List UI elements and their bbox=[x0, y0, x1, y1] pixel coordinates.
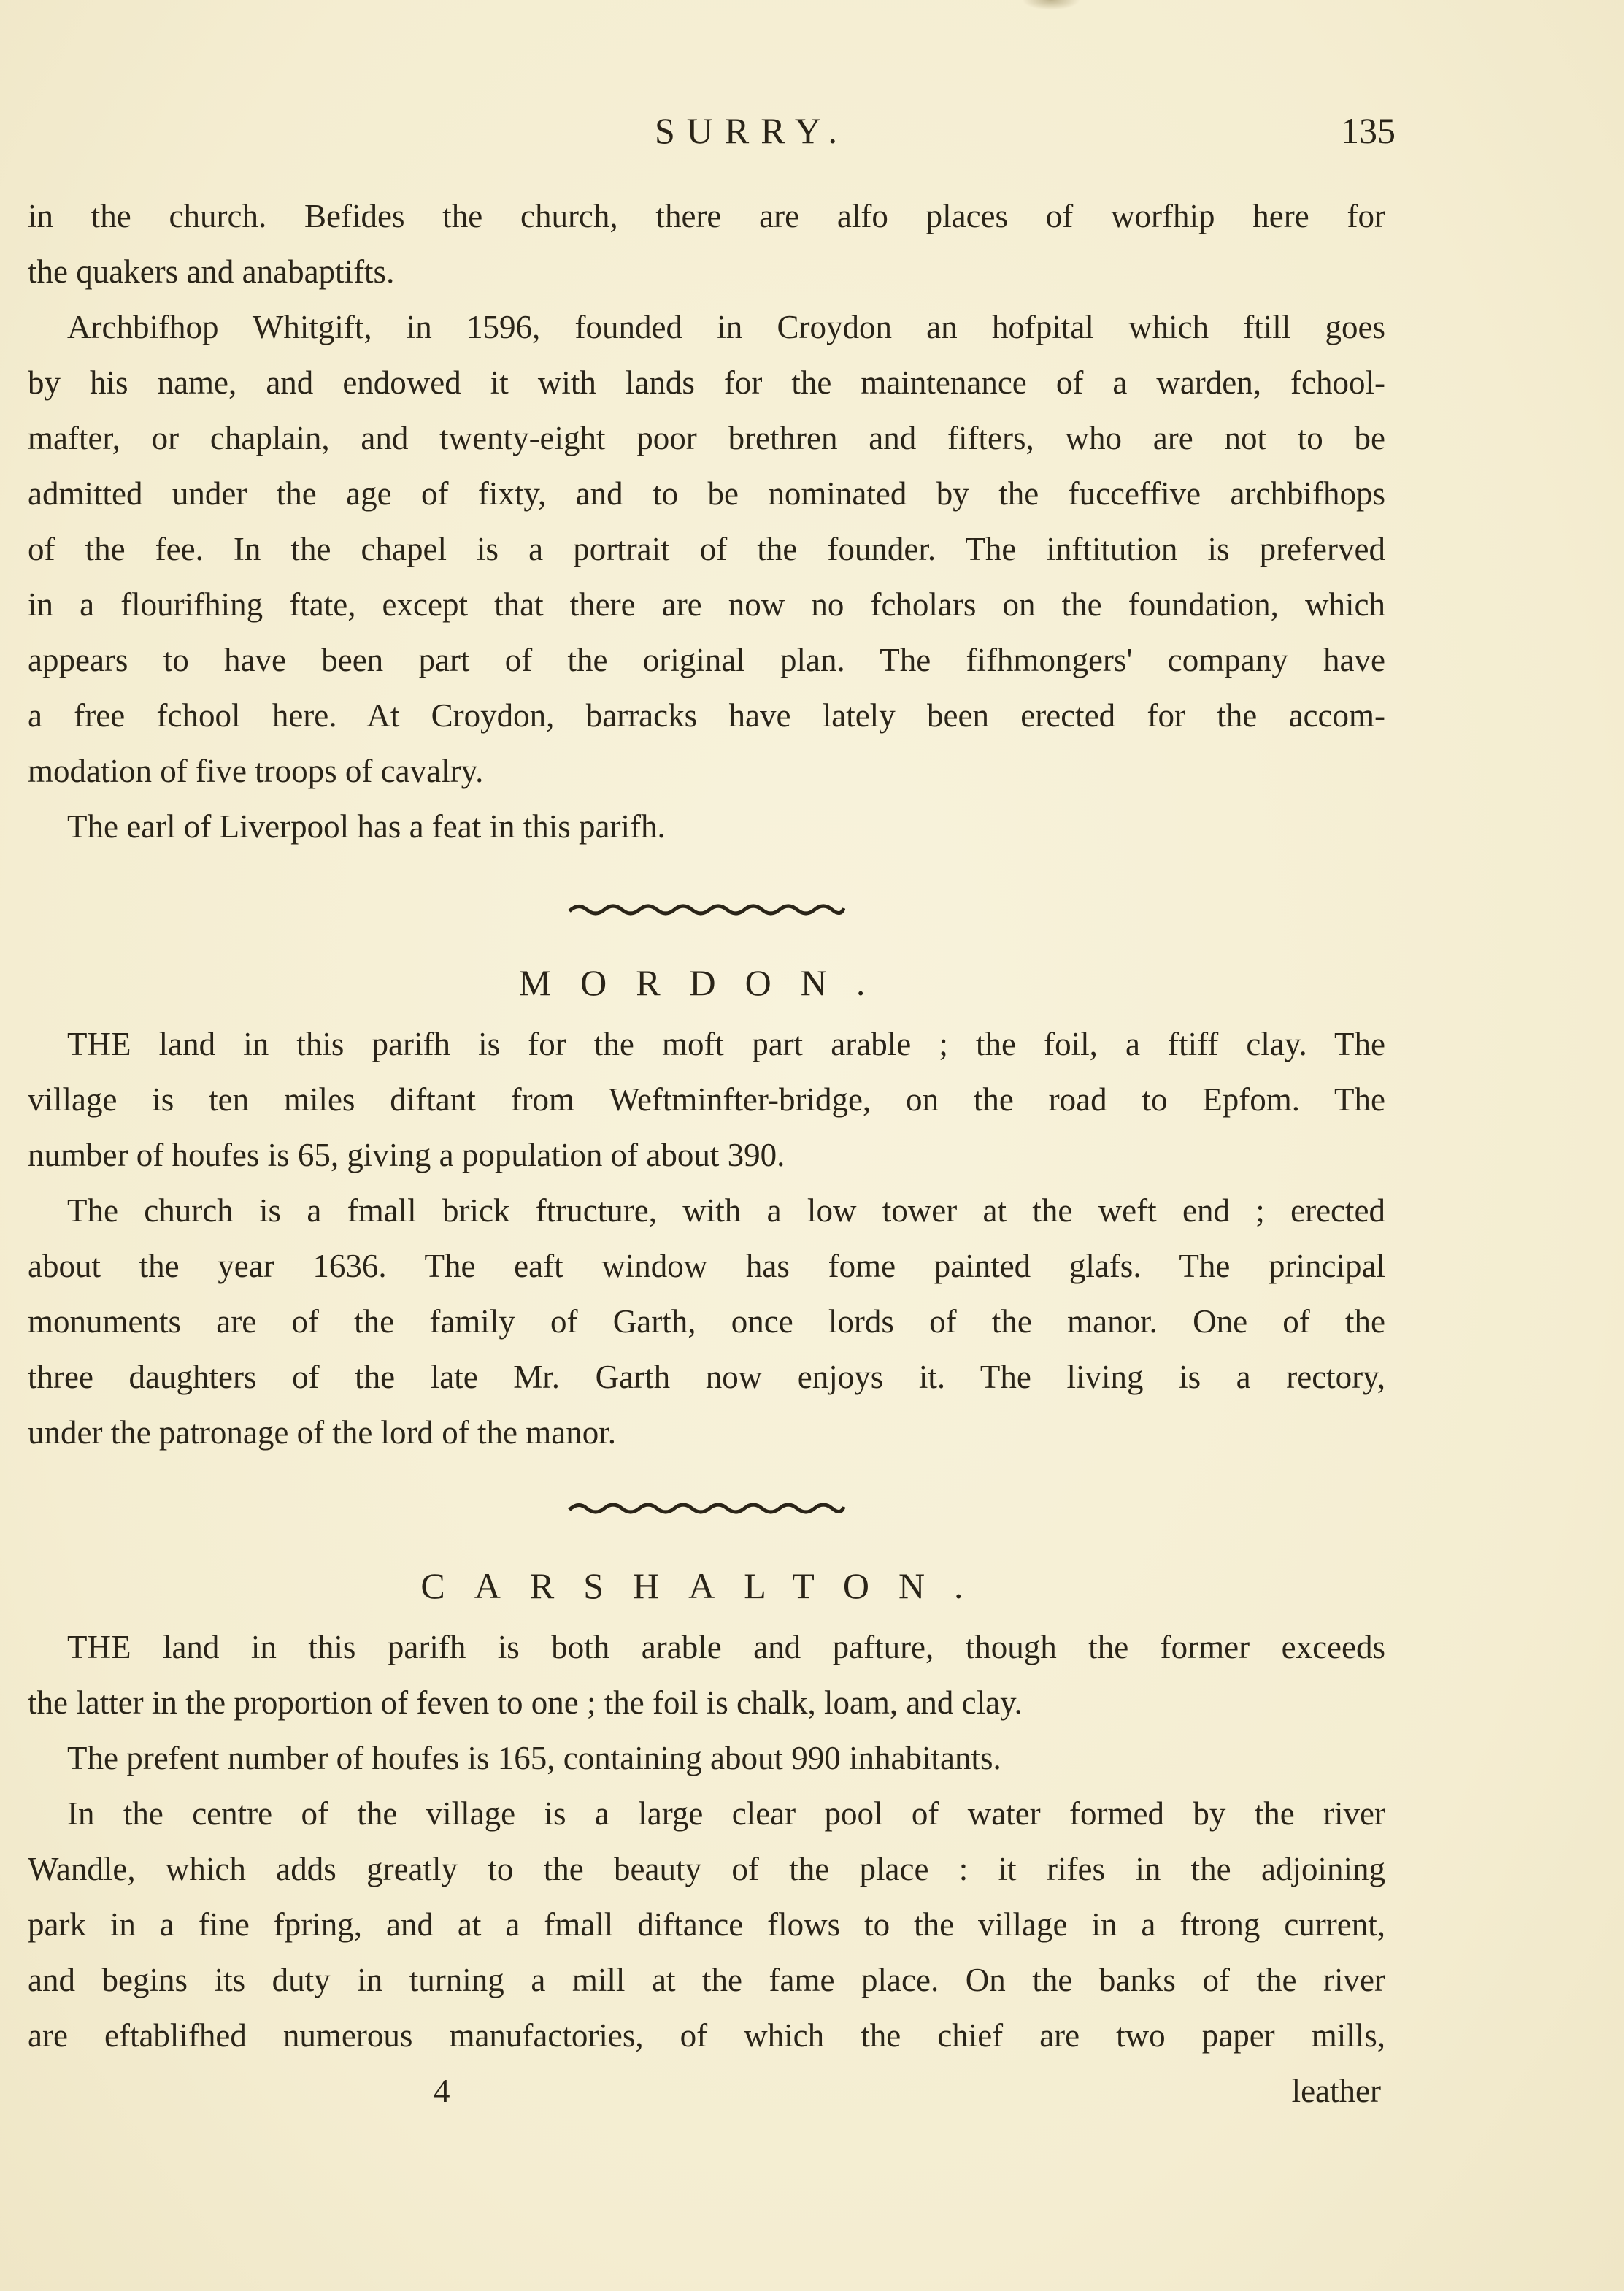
text-line: modation of five troops of cavalry. bbox=[28, 753, 484, 789]
page-footer bbox=[28, 2063, 1385, 2119]
text-line: Archbifhop Whitgift, in 1596, founded in Croydon an hofpital which ftill goes bbox=[67, 309, 1385, 345]
text-line: the latter in the proportion of feven to one ; the foil is chalk, loam, and clay. bbox=[28, 1684, 1023, 1721]
text-line: a free fchool here. At Croydon, barracks have lately been erected for the accom- bbox=[28, 697, 1385, 734]
page-stain bbox=[1022, 0, 1080, 10]
text-line: monuments are of the family of Garth, once lords of the manor. One of the bbox=[28, 1303, 1385, 1340]
text-line: The church is a fmall brick ftructure, with a low tower at the weft end ; erected bbox=[67, 1192, 1385, 1229]
text-line: The prefent number of houfes is 165, containing about 990 inhabitants. bbox=[67, 1740, 1001, 1776]
text-line: mafter, or chaplain, and twenty-eight poor brethren and fifters, who are not to be bbox=[28, 420, 1385, 456]
text-line: admitted under the age of fixty, and to be nominated by the fucceffive archbifhops bbox=[28, 475, 1385, 512]
signature-mark: 4 bbox=[434, 2073, 450, 2109]
wave-ornament-icon bbox=[568, 1497, 845, 1519]
text-line: about the year 1636. The eaft window has fome painted glafs. The principal bbox=[28, 1248, 1385, 1284]
text-line: under the patronage of the lord of the manor. bbox=[28, 1414, 616, 1451]
section-heading-carshalton: CARSHALTON. bbox=[420, 1565, 993, 1606]
wave-ornament-icon bbox=[568, 898, 845, 920]
text-line: park in a fine fpring, and at a fmall diftance flows to the village in a ftrong current, bbox=[28, 1906, 1385, 1943]
text-line: THE land in this parifh is both arable and pafture, though the former exceeds bbox=[67, 1629, 1385, 1665]
running-head-title: SURRY. bbox=[654, 110, 850, 151]
text-line: Wandle, which adds greatly to the beauty of the place : it rifes in the adjoining bbox=[28, 1851, 1385, 1887]
page-number: 135 bbox=[1341, 110, 1396, 151]
text-line: In the centre of the village is a large clear pool of water formed by the river bbox=[67, 1795, 1385, 1832]
text-line: three daughters of the late Mr. Garth now enjoys it. The living is a rectory, bbox=[28, 1359, 1385, 1395]
ornament-divider bbox=[28, 883, 1385, 935]
text-line: number of houfes is 65, giving a population of about 390. bbox=[28, 1137, 785, 1173]
running-head bbox=[0, 110, 1624, 161]
text-line: appears to have been part of the original plan. The fifhmongers' company have bbox=[28, 642, 1385, 678]
text-line: are eftablifhed numerous manufactories, of which the chief are two paper mills, bbox=[28, 2017, 1385, 2054]
text-line: village is ten miles diftant from Weftminfter-bridge, on the road to Epfom. The bbox=[28, 1081, 1385, 1118]
text-line: and begins its duty in turning a mill at the fame place. On the banks of the river bbox=[28, 1962, 1385, 1998]
text-line: in a flourifhing ftate, except that there are now no fcholars on the foundation, which bbox=[28, 586, 1385, 623]
text-line: of the fee. In the chapel is a portrait of the founder. The inftitution is preferved bbox=[28, 531, 1385, 567]
ornament-divider bbox=[28, 1482, 1385, 1533]
text-line: The earl of Liverpool has a feat in this parifh. bbox=[67, 808, 666, 845]
text-body bbox=[28, 188, 1385, 2119]
text-line: by his name, and endowed it with lands for the maintenance of a warden, fchool- bbox=[28, 364, 1385, 401]
section-heading-mordon: MORDON. bbox=[518, 962, 895, 1003]
text-line: in the church. Befides the church, there are alfo places of worfhip here for bbox=[28, 198, 1385, 234]
text-line: the quakers and anabaptifts. bbox=[28, 253, 395, 290]
text-line: THE land in this parifh is for the moft part arable ; the foil, a ftiff clay. The bbox=[67, 1026, 1385, 1062]
catchword: leather bbox=[1291, 2073, 1381, 2109]
